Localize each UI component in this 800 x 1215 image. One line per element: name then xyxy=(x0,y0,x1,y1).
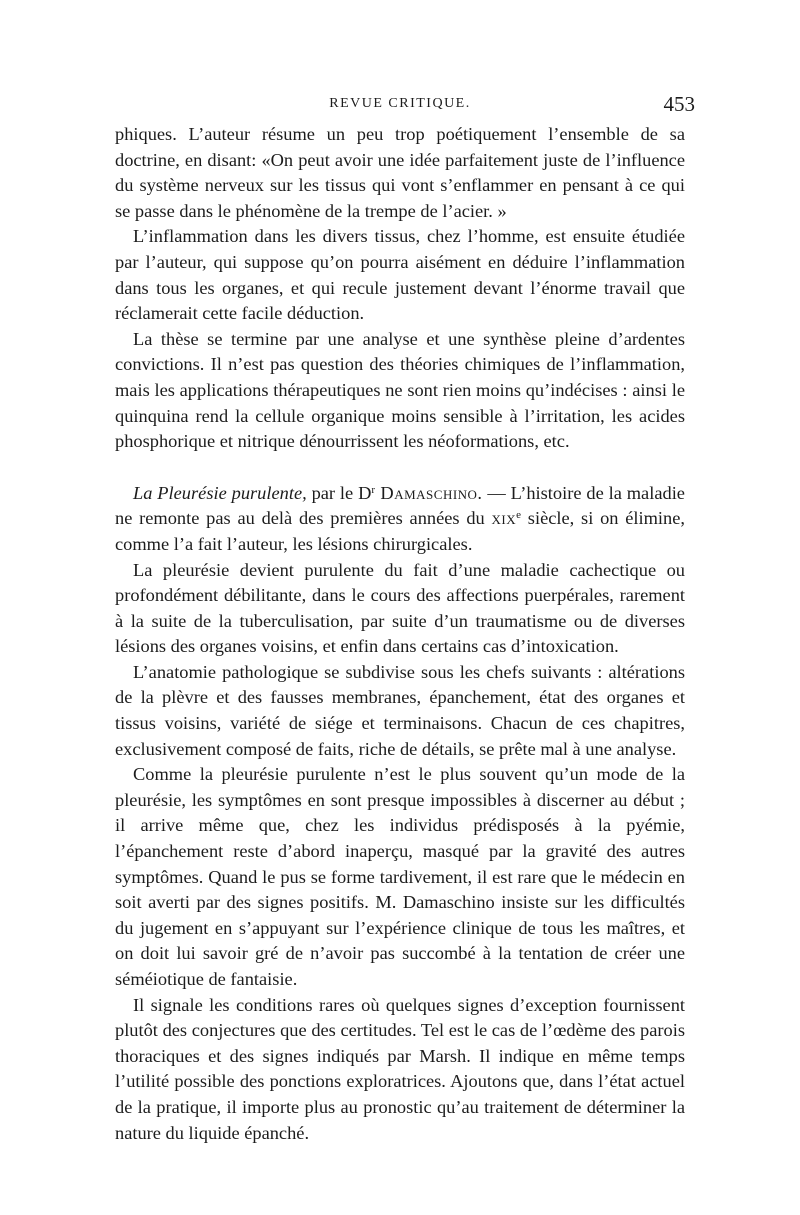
paragraph-continued: phiques. L’auteur résume un peu trop poétiquement l’ensemble de sa doctrine, en disant: «On peut avoir une idée parfaitement juste de l’influence du système nerveux sur les tissus qui vont s’enflammer en pensant à ce qui se passe dans le phénomène de la trempe de l’acier. » xyxy=(115,124,685,221)
review-lead-end: siècle, si on élimine, comme l’a fait l’auteur, les lésions chirurgicales. xyxy=(115,508,685,554)
page-number: 453 xyxy=(663,92,695,116)
review-lead-text: — L’histoire de la maladie ne remonte pas au delà des premières années du xyxy=(115,482,685,529)
paragraph: L’inflammation dans les divers tissus, chez l’homme, est ensuite étudiée par l’auteur, qui suppose qu’on pourra aisément en déduire l’inflammation dans tous les organes, et qui recule justement devant l’énorme travail que réclamerait cette facile déduction. xyxy=(115,226,685,324)
paragraph: Comme la pleurésie purulente n’est le plus souvent qu’un mode de la pleurésie, les symptômes en sont presque impossibles à discerner au début ; il arrive même que, chez les individus prédisposés à la pyémie, l’épanchement reste d’abord inaperçu, masqué par la gravité des autres symptômes. Quand le pus se forme tardivement, il est rare que le médecin en soit averti par des signes positifs. M. Damaschino insiste sur les difficultés du jugement en s’appuyant sur l’expérience clinique de tous les maîtres, et on doit lui savoir gré de n’avoir pas succombé à la tentation de créer une séméiotique de fantaisie. xyxy=(115,764,685,989)
review-century: xix xyxy=(491,508,517,529)
review-author: Damaschino. xyxy=(375,482,483,503)
running-title: REVUE CRITIQUE. xyxy=(329,96,471,111)
review-title: La Pleurésie purulente, xyxy=(133,482,307,503)
page xyxy=(115,92,695,1146)
body-text xyxy=(115,122,685,1146)
running-head xyxy=(115,92,695,118)
paragraph: La pleurésie devient purulente du fait d’une maladie cachectique ou profondément débilitante, dans le cours des affections puerpérales, rarement à la suite de la tuberculisation, par suite d’un traumatisme ou de diverses lésions des organes voisins, et enfin dans certains cas d’intoxication. xyxy=(115,559,685,657)
paragraph: La thèse se termine par une analyse et une synthèse pleine d’ardentes convictions. Il n’est pas question des théories chimiques de l’inflammation, mais les applications thérapeutiques ne sont rien moins qu’indécises : ainsi le quinquina rend la cellule organique moins sensible à l’irritation, les acides phosphorique et nitrique dénourrissent les néoformations, etc. xyxy=(115,328,685,452)
review-lead-paragraph xyxy=(115,481,685,558)
review-century-sup: e xyxy=(516,509,522,522)
section-gap xyxy=(115,455,685,481)
paragraph: Il signale les conditions rares où quelques signes d’exception fournissent plutôt des conjectures que des certitudes. Tel est le cas de l’œdème des parois thoraciques et des signes indiqués par Marsh. Il indique en même temps l’utilité possible des ponctions exploratrices. Ajoutons que, dans l’état actuel de la pratique, il importe plus au pronostic qu’au traitement de déterminer la nature du liquide épanché. xyxy=(115,994,685,1143)
paragraph: L’anatomie pathologique se subdivise sous les chefs suivants : altérations de la plèvre et des fausses membranes, épanchement, état des organes et tissus voisins, variété de siége et terminaisons. Chacun de ces chapitres, exclusivement composé de faits, riche de détails, se prête mal à une analyse. xyxy=(115,661,685,759)
review-by: par le D xyxy=(306,482,372,503)
review-by-sup: r xyxy=(371,483,376,496)
